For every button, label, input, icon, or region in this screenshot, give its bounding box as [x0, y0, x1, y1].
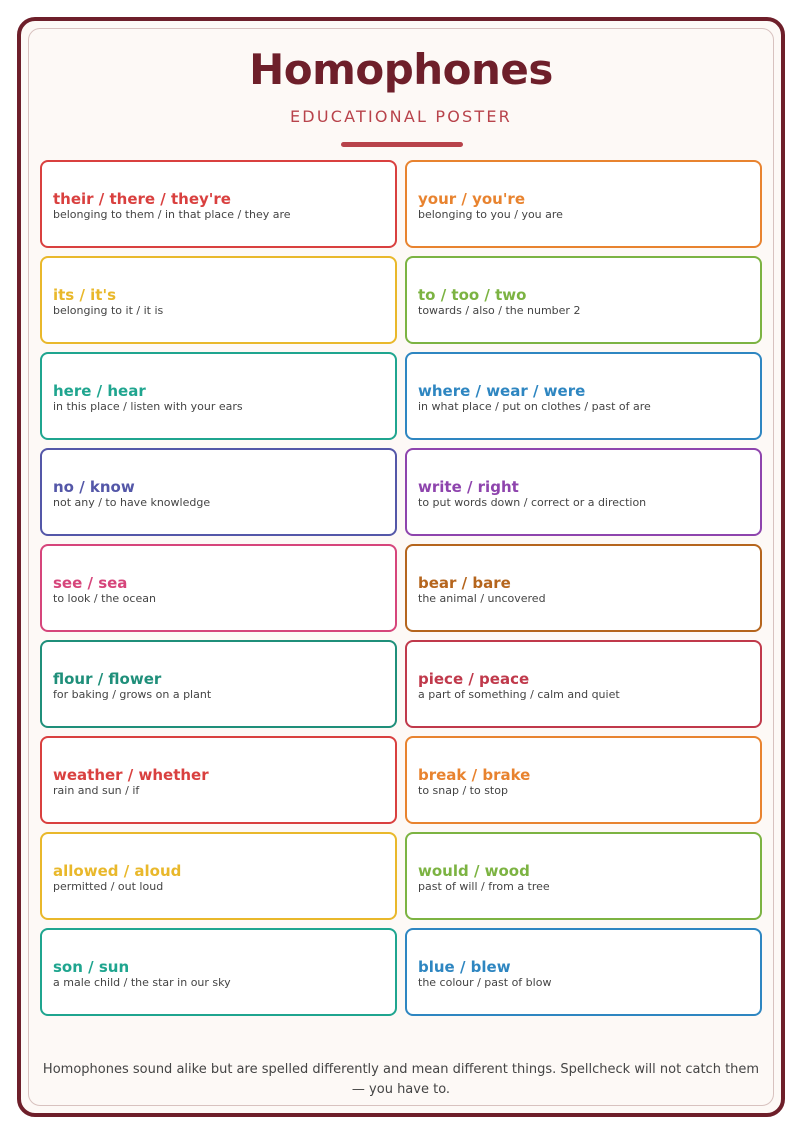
homophone-words: here / hear	[53, 382, 146, 400]
homophone-words: piece / peace	[418, 670, 530, 688]
homophone-words: blue / blew	[418, 958, 511, 976]
homophone-meaning: rain and sun / if	[53, 784, 140, 797]
homophone-grid	[40, 160, 762, 1016]
homophone-meaning: a male child / the star in our sky	[53, 976, 231, 989]
homophone-words: its / it's	[53, 286, 116, 304]
homophone-card	[40, 448, 397, 536]
homophone-words: bear / bare	[418, 574, 511, 592]
homophone-meaning: for baking / grows on a plant	[53, 688, 212, 701]
homophone-meaning: the colour / past of blow	[418, 976, 552, 989]
homophone-meaning: in what place / put on clothes / past of are	[418, 400, 651, 413]
homophone-words: weather / whether	[53, 766, 209, 784]
homophone-card	[40, 160, 397, 248]
homophone-meaning: to snap / to stop	[418, 784, 508, 797]
homophone-meaning: not any / to have knowledge	[53, 496, 211, 509]
homophone-words: would / wood	[418, 862, 530, 880]
homophone-words: break / brake	[418, 766, 531, 784]
homophone-card	[405, 256, 762, 344]
homophone-meaning: a part of something / calm and quiet	[418, 688, 620, 701]
homophone-words: write / right	[418, 478, 519, 496]
page-subtitle: EDUCATIONAL POSTER	[289, 107, 512, 126]
homophone-card	[405, 160, 762, 248]
homophone-card	[40, 928, 397, 1016]
homophone-card	[40, 736, 397, 824]
homophone-meaning: the animal / uncovered	[418, 592, 546, 605]
homophone-card	[405, 736, 762, 824]
poster-frame	[17, 17, 785, 1117]
homophone-card	[405, 544, 762, 632]
homophone-meaning: belonging to them / in that place / they are	[53, 208, 291, 221]
homophone-meaning: belonging to you / you are	[418, 208, 563, 221]
homophone-words: allowed / aloud	[53, 862, 182, 880]
homophone-words: where / wear / were	[418, 382, 586, 400]
homophone-words: no / know	[53, 478, 135, 496]
title-divider	[341, 142, 463, 147]
homophone-words: flour / flower	[53, 670, 162, 688]
homophone-meaning: in this place / listen with your ears	[53, 400, 243, 413]
homophone-words: your / you're	[418, 190, 526, 208]
homophone-card	[40, 832, 397, 920]
homophone-card	[40, 544, 397, 632]
homophone-card	[405, 448, 762, 536]
homophone-words: see / sea	[53, 574, 128, 592]
homophone-card	[405, 352, 762, 440]
homophone-card	[40, 256, 397, 344]
homophone-meaning: towards / also / the number 2	[418, 304, 581, 317]
homophone-card	[405, 640, 762, 728]
homophone-words: son / sun	[53, 958, 130, 976]
homophone-card	[405, 928, 762, 1016]
page-title: Homophones	[249, 45, 553, 94]
homophone-meaning: permitted / out loud	[53, 880, 164, 893]
homophone-meaning: to put words down / correct or a direction	[418, 496, 647, 509]
homophone-card	[40, 352, 397, 440]
footer-note: Homophones sound alike but are spelled differently and mean different things. Spellcheck will not catch them — you have to.	[42, 1062, 760, 1097]
homophone-card	[40, 640, 397, 728]
homophone-words: their / there / they're	[53, 190, 231, 208]
homophone-meaning: belonging to it / it is	[53, 304, 164, 317]
homophone-meaning: past of will / from a tree	[418, 880, 550, 893]
homophone-card	[405, 832, 762, 920]
homophone-meaning: to look / the ocean	[53, 592, 156, 605]
homophone-words: to / too / two	[418, 286, 527, 304]
